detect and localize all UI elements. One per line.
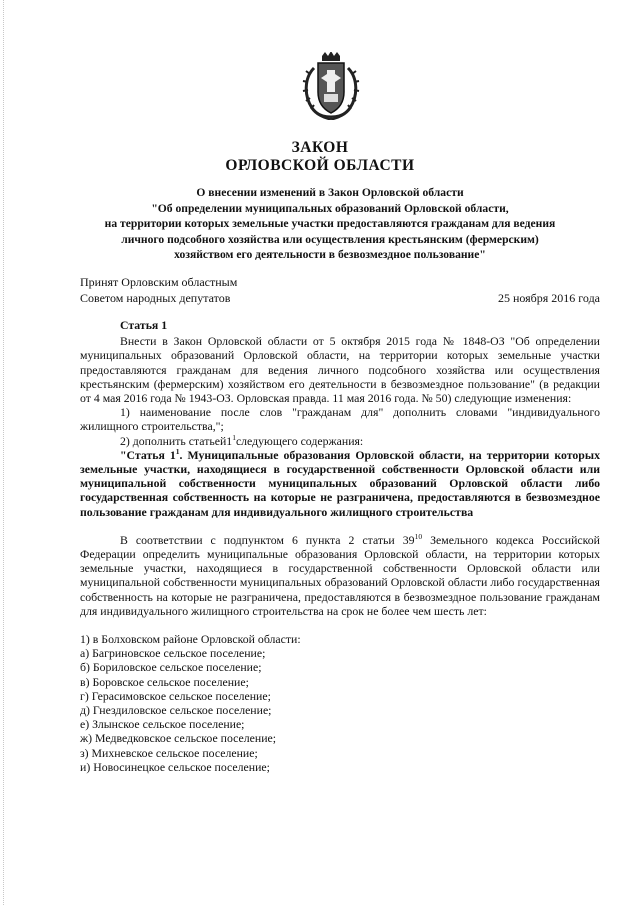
list-item: г) Герасимовское сельское поселение; (80, 688, 271, 703)
coat-of-arms-emblem (300, 52, 362, 120)
list-item: д) Гнездиловское сельское поселение; (80, 703, 272, 718)
list-item: ж) Медведковское сельское поселение; (80, 731, 277, 746)
scan-edge-marks (3, 0, 6, 905)
list-item: в) Боровское сельское поселение; (80, 674, 249, 689)
subject-line: хозяйством его деятельности в безвозмездное пользование" (174, 248, 486, 261)
law-subject (80, 185, 580, 263)
law-title-line2: ОРЛОВСКОЙ ОБЛАСТИ (225, 157, 415, 174)
item-2-text: 2) дополнить статьей1 (120, 433, 233, 448)
new-article-paragraph (80, 533, 600, 618)
article-1-intro: Внести в Закон Орловской области от 5 октября 2015 года № 1848-ОЗ "Об определении муниципальных образований Орловской области, на территории которых земельные участки предоставляются гражданам для ведения личного подсобного хозяйства или осуществления крестьянским (фермерским) хозяйством его деятельности в безвозмездное пользование" (в редакции от 4 мая 2016 года № 1943-ОЗ. Орловская правда. 11 мая 2016 года. № 50) следующие изменения: (80, 334, 600, 406)
subject-line: О внесении изменений в Закон Орловской области (196, 186, 464, 199)
subject-line: на территории которых земельные участки предоставляются гражданам для ведения (104, 217, 556, 230)
law-body (80, 318, 600, 774)
list-item: е) Злынское сельское поселение; (80, 717, 245, 732)
list-item: б) Бориловское сельское поселение; (80, 660, 262, 675)
new-article-paragraph-text: Земельного кодекса Российской Федерации определить муниципальные образования Орловской области, на территории которых земельные участки, находящиеся в государственной собственности Орловской области или муниципальной собственности муниципальных образований Орловской области либо государственная собственность на которые не разграничена, предоставляются в безвозмездное пользование гражданам для индивидуального жилищного строительства на срок не более чем шесть лет: (80, 532, 600, 618)
list-item: и) Новосинецкое сельское поселение; (80, 759, 270, 774)
new-article-heading-sup: 1 (175, 446, 180, 456)
amendment-item-2 (80, 434, 600, 448)
spacer (80, 618, 600, 632)
settlement-list (80, 632, 600, 774)
new-article-heading-start: "Статья 1 (120, 447, 176, 462)
list-item: а) Багриновское сельское поселение; (80, 646, 266, 661)
new-article-paragraph-start: В соответствии с подпунктом 6 пункта 2 статьи 39 (120, 532, 415, 547)
law-title-line1: ЗАКОН (291, 139, 349, 156)
subject-line: личного подсобного хозяйства или осуществления крестьянским (фермерским) (121, 232, 539, 246)
new-article-heading-text: . Муниципальные образования Орловской области, на территории которых земельные участки, находящиеся в государственной собственности Орловской области или муниципальной собственности муниципальных образований Орловской области либо государственная собственность на которые не разграничена, предоставляются в безвозмездное пользование гражданам для индивидуального жилищного строительства (80, 447, 600, 519)
article-1-title: Статья 1 (120, 318, 168, 332)
district-heading: 1) в Болховском районе Орловской области: (80, 632, 301, 647)
new-article-paragraph-sup: 10 (414, 531, 423, 541)
list-item: з) Михневское сельское поселение; (80, 745, 258, 760)
adoption-body (80, 274, 237, 306)
subject-line: "Об определении муниципальных образований Орловской области, (151, 201, 509, 215)
spacer (80, 519, 600, 533)
adoption-line2: Советом народных депутатов (80, 291, 231, 305)
item-2-tail: следующего содержания: (235, 433, 364, 448)
amendment-item-1: 1) наименование после слов "гражданам для" дополнить словами "индивидуального жилищного строительства,"; (80, 405, 600, 434)
new-article-heading (80, 448, 600, 519)
item-2-sup: 1 (232, 432, 236, 442)
adoption-date: 25 ноября 2016 года (497, 291, 600, 305)
adoption-line1: Принят Орловским областным (80, 275, 238, 289)
law-title (0, 139, 640, 175)
